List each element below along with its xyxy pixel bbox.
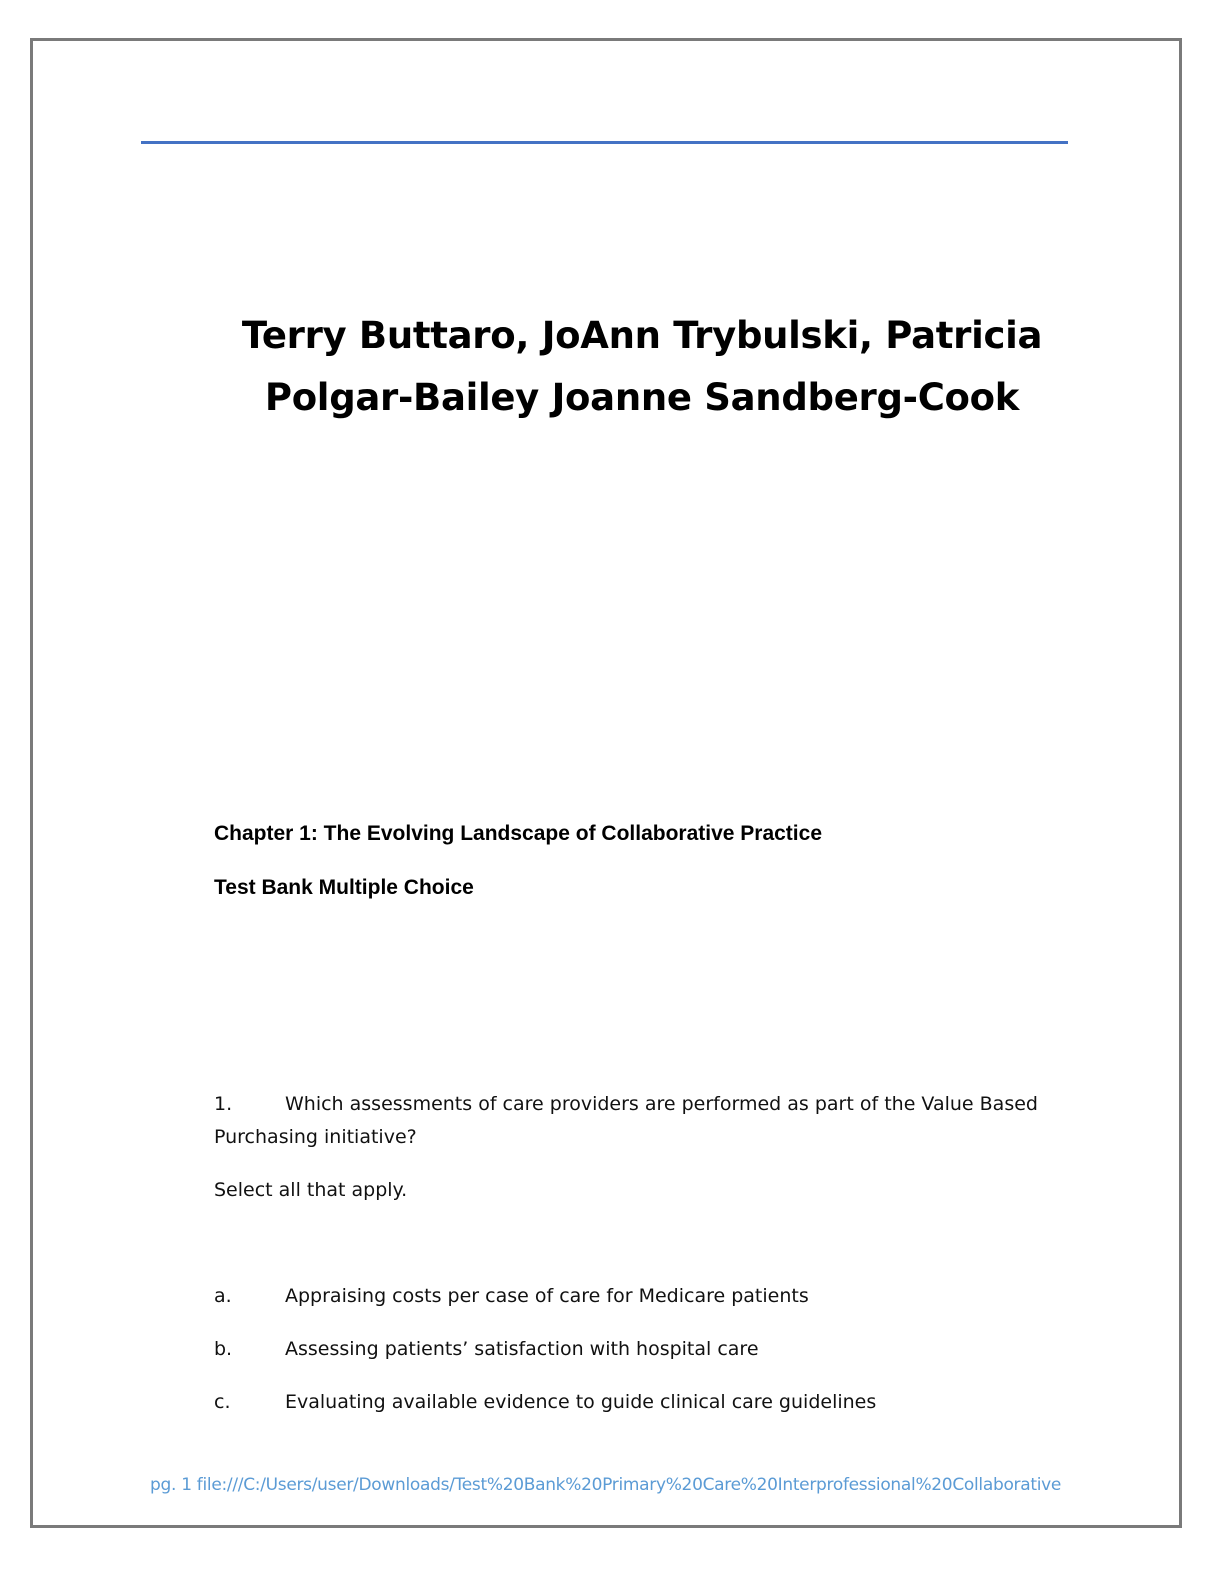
option-text: Evaluating available evidence to guide clinical care guidelines [285,1391,877,1413]
answer-option-b [214,1334,1074,1387]
option-letter: c. [214,1391,231,1413]
option-text: Assessing patients’ satisfaction with hospital care [285,1338,759,1360]
answer-option-c [214,1387,1074,1440]
question-instruction: Select all that apply. [214,1179,408,1201]
document-title [150,305,1134,429]
option-text: Appraising costs per case of care for Medicare patients [285,1285,809,1307]
question-text: Which assessments of care providers are performed as part of the Value Based Purchasing initiative? [214,1093,1038,1148]
answer-option-a [214,1281,1074,1334]
question-1 [214,1088,1064,1154]
page-footer: pg. 1 file:///C:/Users/user/Downloads/Test%20Bank%20Primary%20Care%20Interprofessional%20Collaborative [150,1475,1062,1495]
option-letter: a. [214,1285,232,1307]
header-rule [141,141,1068,144]
title-line-1: Terry Buttaro, JoAnn Trybulski, Patricia [241,314,1043,357]
title-line-2: Polgar-Bailey Joanne Sandberg-Cook [264,376,1020,419]
option-letter: b. [214,1338,233,1360]
answer-options [214,1281,1074,1440]
chapter-heading: Chapter 1: The Evolving Landscape of Collaborative Practice [214,822,822,845]
section-subheading: Test Bank Multiple Choice [214,876,474,899]
question-number: 1. [214,1093,233,1115]
